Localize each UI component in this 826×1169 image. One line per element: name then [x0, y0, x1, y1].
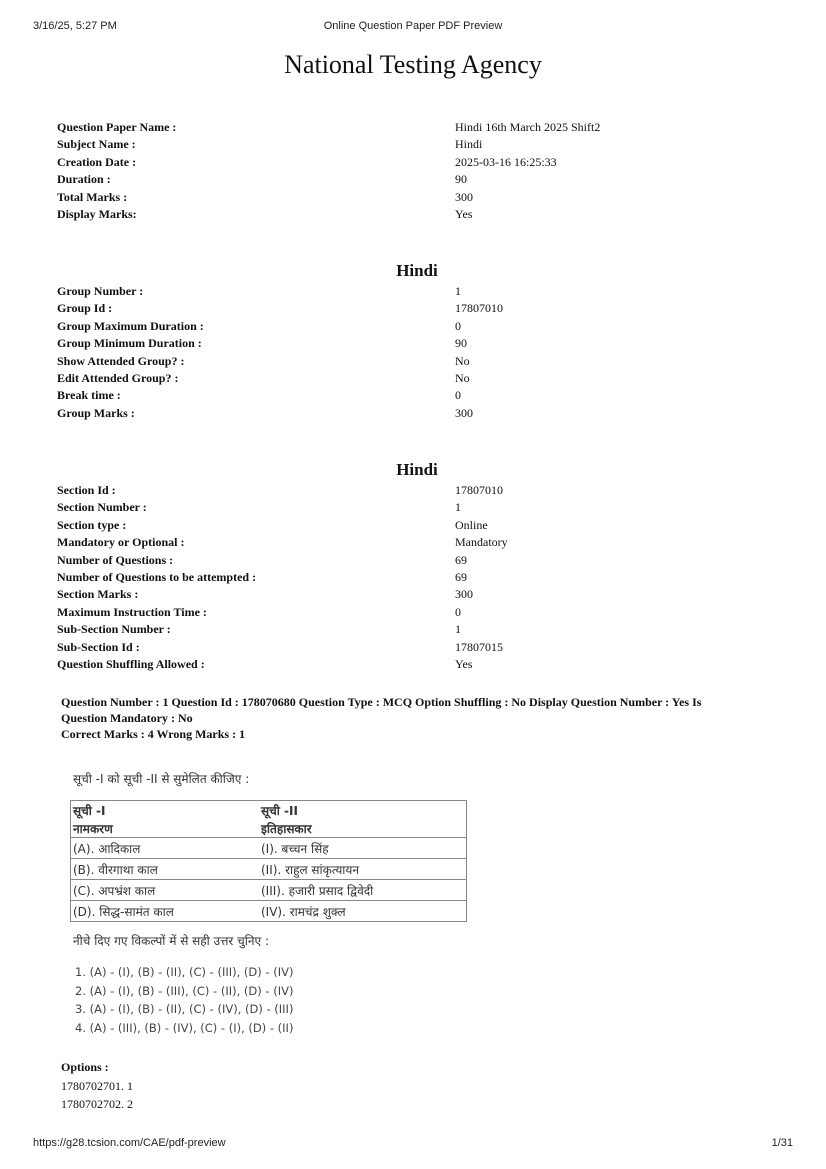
table-header-cell: सूची -II: [259, 801, 467, 820]
question-meta-line: Question Number : 1 Question Id : 178070680 Question Type : MCQ Option Shuffling : No Display Question Number : Yes Is: [61, 695, 702, 709]
info-row: [57, 119, 757, 136]
info-row: [57, 586, 757, 603]
option-item: 1780702701. 1: [61, 1079, 133, 1093]
info-row: [57, 335, 757, 352]
info-row: [57, 656, 757, 673]
info-value: Hindi: [455, 137, 483, 152]
info-key: Question Paper Name :: [57, 120, 177, 134]
info-value: 17807010: [455, 483, 503, 497]
question-meta-line: Question Mandatory : No: [61, 711, 193, 725]
section-heading: Hindi: [396, 460, 438, 479]
info-value: 300: [455, 189, 473, 204]
info-value: 17807010: [455, 301, 503, 316]
info-key: Mandatory or Optional :: [57, 535, 185, 550]
table-subheader-row: [71, 819, 467, 838]
info-row: [57, 482, 757, 499]
match-table: [70, 800, 467, 922]
info-row: [57, 552, 757, 569]
info-row: [57, 353, 757, 370]
info-row: [57, 639, 757, 656]
table-row: [71, 859, 467, 880]
info-key: Section Id :: [57, 483, 116, 497]
info-value: No: [455, 353, 470, 368]
info-key: Duration :: [57, 172, 111, 187]
table-cell: (III). हजारी प्रसाद द्विवेदी: [259, 880, 467, 901]
info-value: 69: [455, 569, 467, 584]
table-subheader-cell: नामकरण: [71, 819, 260, 838]
info-row: [57, 154, 757, 171]
info-value: Hindi 16th March 2025 Shift2: [455, 120, 601, 134]
info-value: Yes: [455, 206, 473, 221]
question-marks-line: Correct Marks : 4 Wrong Marks : 1: [61, 727, 246, 741]
choice-item: 1. (A) - (I), (B) - (II), (C) - (III), (D) - (IV): [75, 965, 294, 979]
table-row: [71, 901, 467, 922]
table-cell: (I). बच्चन सिंह: [259, 838, 467, 859]
info-value: 69: [455, 552, 467, 567]
table-header-cell: सूची -I: [71, 801, 260, 820]
info-row: [57, 171, 757, 188]
info-row: [57, 534, 757, 551]
group-info-list: [57, 283, 757, 422]
info-value: Yes: [455, 656, 473, 671]
group-heading: Hindi: [396, 261, 438, 280]
choice-item: 3. (A) - (I), (B) - (II), (C) - (IV), (D) - (III): [75, 1002, 294, 1016]
info-value: 90: [455, 336, 467, 351]
info-key: Group Maximum Duration :: [57, 318, 204, 333]
info-row: [57, 136, 757, 153]
table-cell: (II). राहुल सांकृत्यायन: [259, 859, 467, 880]
info-value: 0: [455, 604, 461, 619]
choice-item: 4. (A) - (III), (B) - (IV), (C) - (I), (D) - (II): [75, 1020, 294, 1035]
info-key: Sub-Section Number :: [57, 622, 171, 637]
info-value: 300: [455, 405, 473, 420]
table-row: [71, 838, 467, 859]
print-title: Online Question Paper PDF Preview: [323, 20, 503, 32]
info-key: Display Marks:: [57, 206, 137, 221]
table-cell: (A). आदिकाल: [71, 838, 260, 859]
table-subheader-cell: इतिहासकार: [259, 819, 467, 838]
info-key: Edit Attended Group? :: [57, 370, 179, 385]
info-key: Number of Questions :: [57, 552, 174, 567]
info-value: 1: [455, 622, 461, 637]
info-row: [57, 604, 757, 621]
info-key: Subject Name :: [57, 137, 136, 152]
choose-prompt: नीचे दिए गए विकल्पों में से सही उत्तर चुनिए :: [73, 934, 270, 948]
options-list: [61, 1077, 133, 1113]
info-key: Break time :: [57, 388, 121, 403]
info-key: Group Number :: [57, 284, 144, 298]
info-key: Section type :: [57, 517, 127, 532]
match-table-container: [70, 800, 472, 930]
info-key: Group Marks :: [57, 405, 135, 420]
info-key: Sub-Section Id :: [57, 639, 140, 654]
info-key: Group Id :: [57, 301, 113, 316]
options-title: Options :: [61, 1060, 109, 1074]
info-key: Total Marks :: [57, 189, 128, 204]
info-row: [57, 387, 757, 404]
page-number: 1/31: [771, 1137, 793, 1149]
info-value: 1: [455, 500, 461, 515]
table-cell: (IV). रामचंद्र शुक्ल: [259, 901, 467, 922]
info-value: 90: [455, 172, 467, 187]
option-item: 1780702702. 2: [61, 1097, 133, 1111]
info-row: [57, 300, 757, 317]
info-row: [57, 569, 757, 586]
info-value: No: [455, 370, 470, 385]
info-row: [57, 318, 757, 335]
info-value: 0: [455, 388, 461, 403]
info-key: Creation Date :: [57, 154, 137, 169]
info-value: 1: [455, 284, 461, 298]
info-row: [57, 499, 757, 516]
table-row: [71, 880, 467, 901]
table-cell: (B). वीरगाथा काल: [71, 859, 260, 880]
paper-info-list: [57, 119, 757, 223]
choice-item: 2. (A) - (I), (B) - (III), (C) - (II), (D) - (IV): [75, 983, 294, 998]
info-row: [57, 206, 757, 223]
print-datetime: 3/16/25, 5:27 PM: [33, 20, 117, 32]
question-prompt: सूची -I को सूची -II से सुमेलित कीजिए :: [73, 772, 250, 786]
info-row: [57, 370, 757, 387]
info-key: Group Minimum Duration :: [57, 336, 202, 351]
info-row: [57, 189, 757, 206]
info-row: [57, 517, 757, 534]
agency-title: National Testing Agency: [284, 50, 542, 79]
info-value: 300: [455, 587, 473, 602]
table-cell: (D). सिद्ध-सामंत काल: [71, 901, 260, 922]
table-header-row: [71, 801, 467, 820]
info-key: Number of Questions to be attempted :: [57, 569, 257, 584]
table-cell: (C). अपभ्रंश काल: [71, 880, 260, 901]
question-meta: [61, 694, 761, 742]
info-value: 2025-03-16 16:25:33: [455, 154, 557, 169]
info-row: [57, 621, 757, 638]
info-value: 0: [455, 318, 461, 333]
info-key: Show Attended Group? :: [57, 353, 185, 368]
print-url: https://g28.tcsion.com/CAE/pdf-preview: [33, 1137, 226, 1149]
info-key: Section Marks :: [57, 587, 139, 602]
info-row: [57, 405, 757, 422]
info-key: Maximum Instruction Time :: [57, 604, 207, 619]
info-value: Online: [455, 517, 488, 532]
info-value: Mandatory: [455, 535, 508, 550]
answer-choices: [75, 963, 293, 1037]
info-key: Question Shuffling Allowed :: [57, 656, 205, 671]
section-info-list: [57, 482, 757, 673]
info-key: Section Number :: [57, 500, 147, 515]
info-value: 17807015: [455, 639, 503, 654]
info-row: [57, 283, 757, 300]
